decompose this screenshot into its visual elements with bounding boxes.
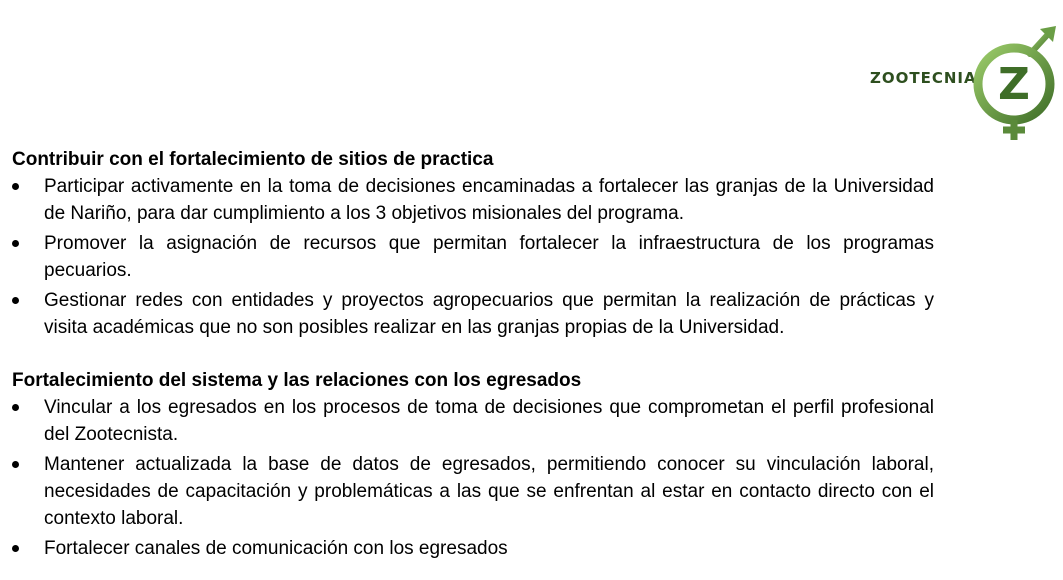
bullet-icon <box>12 297 19 304</box>
bullet-list <box>12 394 934 562</box>
section-title: Fortalecimiento del sistema y las relaciones con los egresados <box>12 370 582 391</box>
logo-letter: Z <box>998 59 1030 110</box>
bullet-list <box>12 173 934 341</box>
bullet-icon <box>12 461 19 468</box>
bullet-icon <box>12 183 19 190</box>
list-item-text: Promover la asignación de recursos que permitan fortalecer la infraestructura de los programas pecuarios. <box>44 233 934 281</box>
list-item <box>12 230 934 284</box>
logo-text: ZOOTECNIA <box>870 69 977 87</box>
zootecnia-logo <box>866 24 1058 142</box>
list-item-text: Gestionar redes con entidades y proyectos agropecuarios que permitan la realización de prácticas y visita académicas que no son posibles realizar en las granjas propias de la Universidad. <box>44 290 934 338</box>
list-item-text: Mantener actualizada la base de datos de egresados, permitiendo conocer su vinculación laboral, necesidades de capacitación y problemáticas a las que se enfrentan al estar en contacto directo con el contexto laboral. <box>44 454 934 529</box>
list-item-text: Vincular a los egresados en los procesos de toma de decisiones que comprometan el perfil profesional del Zootecnista. <box>44 397 934 445</box>
list-item <box>12 451 934 532</box>
bullet-icon <box>12 240 19 247</box>
list-item-text: Participar activamente en la toma de decisiones encaminadas a fortalecer las granjas de la Universidad de Nariño, para dar cumplimiento a los 3 objetivos misionales del programa. <box>44 176 934 224</box>
list-item <box>12 173 934 227</box>
bullet-icon <box>12 404 19 411</box>
bullet-icon <box>12 545 19 552</box>
document-body <box>12 146 934 565</box>
section-sitios-practica <box>12 146 934 341</box>
list-item-text: Fortalecer canales de comunicación con los egresados <box>44 538 508 559</box>
section-egresados <box>12 367 934 562</box>
list-item <box>12 287 934 341</box>
list-item <box>12 535 934 562</box>
zootecnia-gender-symbol-icon <box>968 24 1058 142</box>
list-item <box>12 394 934 448</box>
section-title: Contribuir con el fortalecimiento de sitios de practica <box>12 149 494 170</box>
